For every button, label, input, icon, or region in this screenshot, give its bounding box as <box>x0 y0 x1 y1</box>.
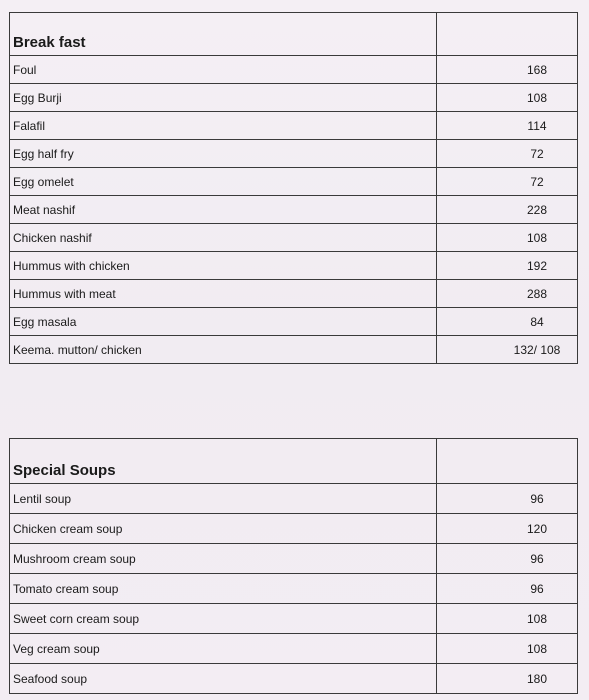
menu-item-price: 72 <box>437 168 578 196</box>
soups-header-price-cell <box>437 439 578 484</box>
menu-item-price: 132/ 108 <box>437 336 578 364</box>
menu-item-price: 108 <box>437 604 578 634</box>
menu-item-name: Meat nashif <box>10 196 437 224</box>
menu-item-row <box>10 84 578 112</box>
menu-item-name: Chicken cream soup <box>10 514 437 544</box>
menu-item-price: 96 <box>437 484 578 514</box>
menu-item-name: Veg cream soup <box>10 634 437 664</box>
menu-item-row <box>10 544 578 574</box>
menu-item-row <box>10 664 578 694</box>
menu-item-row <box>10 634 578 664</box>
menu-item-row <box>10 514 578 544</box>
menu-item-name: Egg masala <box>10 308 437 336</box>
breakfast-header-row <box>10 13 578 56</box>
breakfast-menu-table <box>9 12 578 364</box>
menu-item-price: 168 <box>437 56 578 84</box>
menu-item-price: 114 <box>437 112 578 140</box>
menu-item-price: 288 <box>437 280 578 308</box>
menu-item-name: Egg omelet <box>10 168 437 196</box>
menu-item-row <box>10 574 578 604</box>
menu-item-price: 108 <box>437 224 578 252</box>
menu-item-row <box>10 604 578 634</box>
menu-item-row <box>10 112 578 140</box>
menu-item-row <box>10 56 578 84</box>
menu-item-price: 108 <box>437 634 578 664</box>
menu-item-name: Hummus with chicken <box>10 252 437 280</box>
menu-item-name: Sweet corn cream soup <box>10 604 437 634</box>
menu-item-row <box>10 308 578 336</box>
menu-item-row <box>10 336 578 364</box>
menu-item-price: 120 <box>437 514 578 544</box>
menu-item-price: 96 <box>437 544 578 574</box>
menu-item-row <box>10 224 578 252</box>
menu-item-name: Egg half fry <box>10 140 437 168</box>
menu-item-name: Egg Burji <box>10 84 437 112</box>
menu-item-name: Mushroom cream soup <box>10 544 437 574</box>
soups-title: Special Soups <box>10 439 437 484</box>
menu-item-name: Falafil <box>10 112 437 140</box>
menu-item-price: 72 <box>437 140 578 168</box>
menu-item-row <box>10 484 578 514</box>
breakfast-title: Break fast <box>10 13 437 56</box>
soups-header-row <box>10 439 578 484</box>
menu-item-row <box>10 196 578 224</box>
menu-item-row <box>10 140 578 168</box>
menu-item-name: Hummus with meat <box>10 280 437 308</box>
menu-item-name: Seafood soup <box>10 664 437 694</box>
menu-item-price: 192 <box>437 252 578 280</box>
menu-item-name: Lentil soup <box>10 484 437 514</box>
menu-item-price: 84 <box>437 308 578 336</box>
menu-item-name: Tomato cream soup <box>10 574 437 604</box>
menu-item-price: 228 <box>437 196 578 224</box>
menu-item-row <box>10 252 578 280</box>
menu-item-name: Foul <box>10 56 437 84</box>
menu-item-price: 96 <box>437 574 578 604</box>
menu-item-name: Keema. mutton/ chicken <box>10 336 437 364</box>
menu-item-price: 108 <box>437 84 578 112</box>
menu-item-name: Chicken nashif <box>10 224 437 252</box>
menu-item-row <box>10 168 578 196</box>
soups-menu-table <box>9 438 578 694</box>
menu-item-row <box>10 280 578 308</box>
menu-item-price: 180 <box>437 664 578 694</box>
breakfast-header-price-cell <box>437 13 578 56</box>
